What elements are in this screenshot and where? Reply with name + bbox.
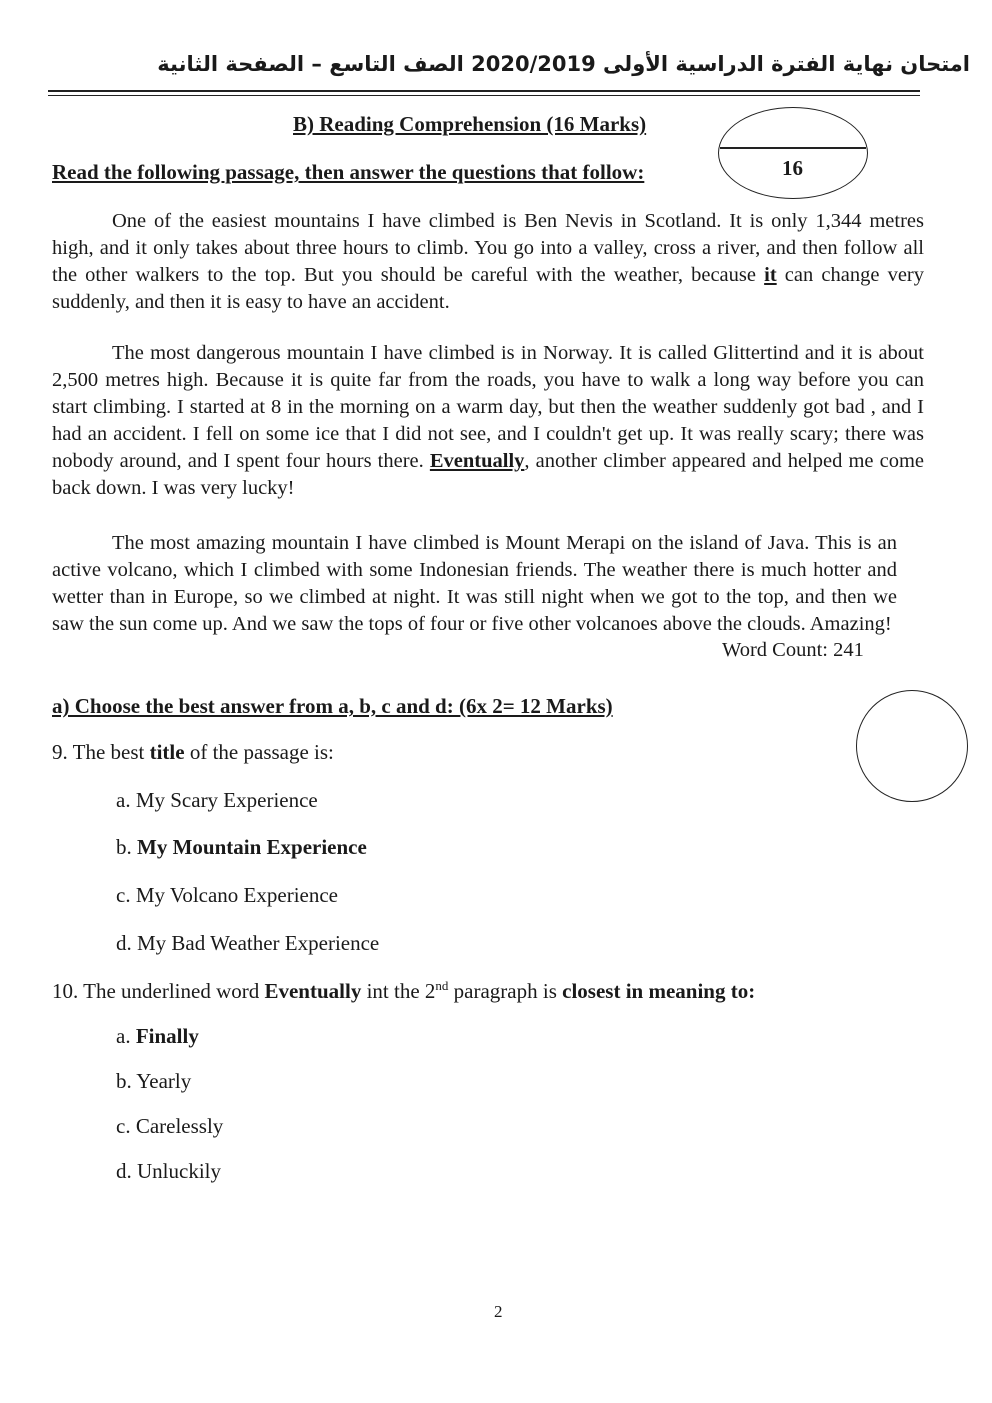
score-ellipse-divider: [720, 147, 866, 149]
exam-header-title: امتحان نهاية الفترة الدراسية الأولى 2020/2019 الصف التاسع – الصفحة الثانية: [157, 52, 970, 76]
q10-mid: int the 2: [361, 979, 436, 1003]
q10-option-a[interactable]: [116, 1024, 199, 1049]
paragraph-3: The most amazing mountain I have climbed is Mount Merapi on the island of Java. This is an active volcano, which I climbed with some Indonesian friends. The weather there is much hotter and wetter than in Europe, so we climbed at night. It was still night when we got to the top, and then we saw the sun come up. And we saw the tops of four or five other volcanoes above the clouds. Amazing!: [52, 532, 897, 635]
part-a-title: a) Choose the best answer from a, b, c and d: (6x 2= 12 Marks): [52, 694, 613, 718]
q10-prefix: 10. The underlined word: [52, 979, 265, 1003]
paragraph-1: [52, 208, 924, 316]
question-9: [52, 740, 334, 765]
q9-prefix: 9. The best: [52, 740, 150, 764]
q9-option-b-text: My Mountain Experience: [137, 835, 367, 859]
q10-bold-word: Eventually: [264, 979, 362, 1003]
q9-suffix: of the passage is:: [184, 740, 334, 764]
paragraph-1-text-a: One of the easiest mountains I have climbed is Ben Nevis in Scotland. It is only 1,344 metres high, and it only takes about three hours to climb. You go into a valley, cross a river, and then follow all the other walkers to the top. But you should be careful with the weather, because: [52, 210, 924, 286]
header-rule: [48, 90, 920, 92]
q9-bold: title: [149, 740, 185, 764]
score-total: 16: [782, 156, 803, 180]
instruction: Read the following passage, then answer the questions that follow:: [52, 160, 645, 184]
q10-option-d[interactable]: d. Unluckily: [116, 1159, 221, 1183]
page-number: 2: [494, 1302, 503, 1321]
q10-mid2: paragraph is: [448, 979, 563, 1003]
q10-bold-phrase: closest in meaning to:: [562, 979, 756, 1003]
q9-option-b-letter: b.: [116, 835, 137, 859]
q9-option-d[interactable]: d. My Bad Weather Experience: [116, 931, 380, 955]
header-rule-thin: [48, 95, 920, 96]
paragraph-1-text-b: can change very suddenly, and then it is easy to have an accident.: [52, 264, 925, 313]
q10-superscript: nd: [435, 978, 449, 993]
underlined-it: it: [764, 264, 777, 286]
q9-option-c[interactable]: c. My Volcano Experience: [116, 883, 338, 907]
q10-option-a-letter: a.: [116, 1024, 136, 1048]
paragraph-2-text-a: The most dangerous mountain I have climbed is in Norway. It is called Glittertind and it is about 2,500 metres high. Because it is quite far from the roads, you have to walk a long way before you can start climbing. I started at 8 in the morning on a warm day, but then the weather suddenly got bad , and I had an accident. I fell on some ice that I did not see, and I couldn't get up. It was really scary; there was nobody around, and I spent four hours there.: [52, 342, 924, 472]
q10-option-b[interactable]: b. Yearly: [116, 1069, 192, 1093]
paragraph-2-text-b: , another climber appeared and helped me come back down. I was very lucky!: [52, 450, 924, 499]
q10-option-a-text: Finally: [135, 1024, 199, 1048]
q10-option-c[interactable]: c. Carelessly: [116, 1114, 224, 1138]
q9-option-b[interactable]: [116, 835, 367, 860]
score-circle: [856, 690, 968, 802]
score-ellipse: [718, 107, 868, 199]
section-title: B) Reading Comprehension (16 Marks): [293, 112, 647, 136]
q9-option-a[interactable]: a. My Scary Experience: [116, 788, 318, 812]
question-10: [52, 978, 755, 1004]
word-count: Word Count: 241: [722, 639, 864, 661]
paragraph-2: [52, 340, 924, 502]
underlined-eventually: Eventually: [429, 450, 525, 472]
